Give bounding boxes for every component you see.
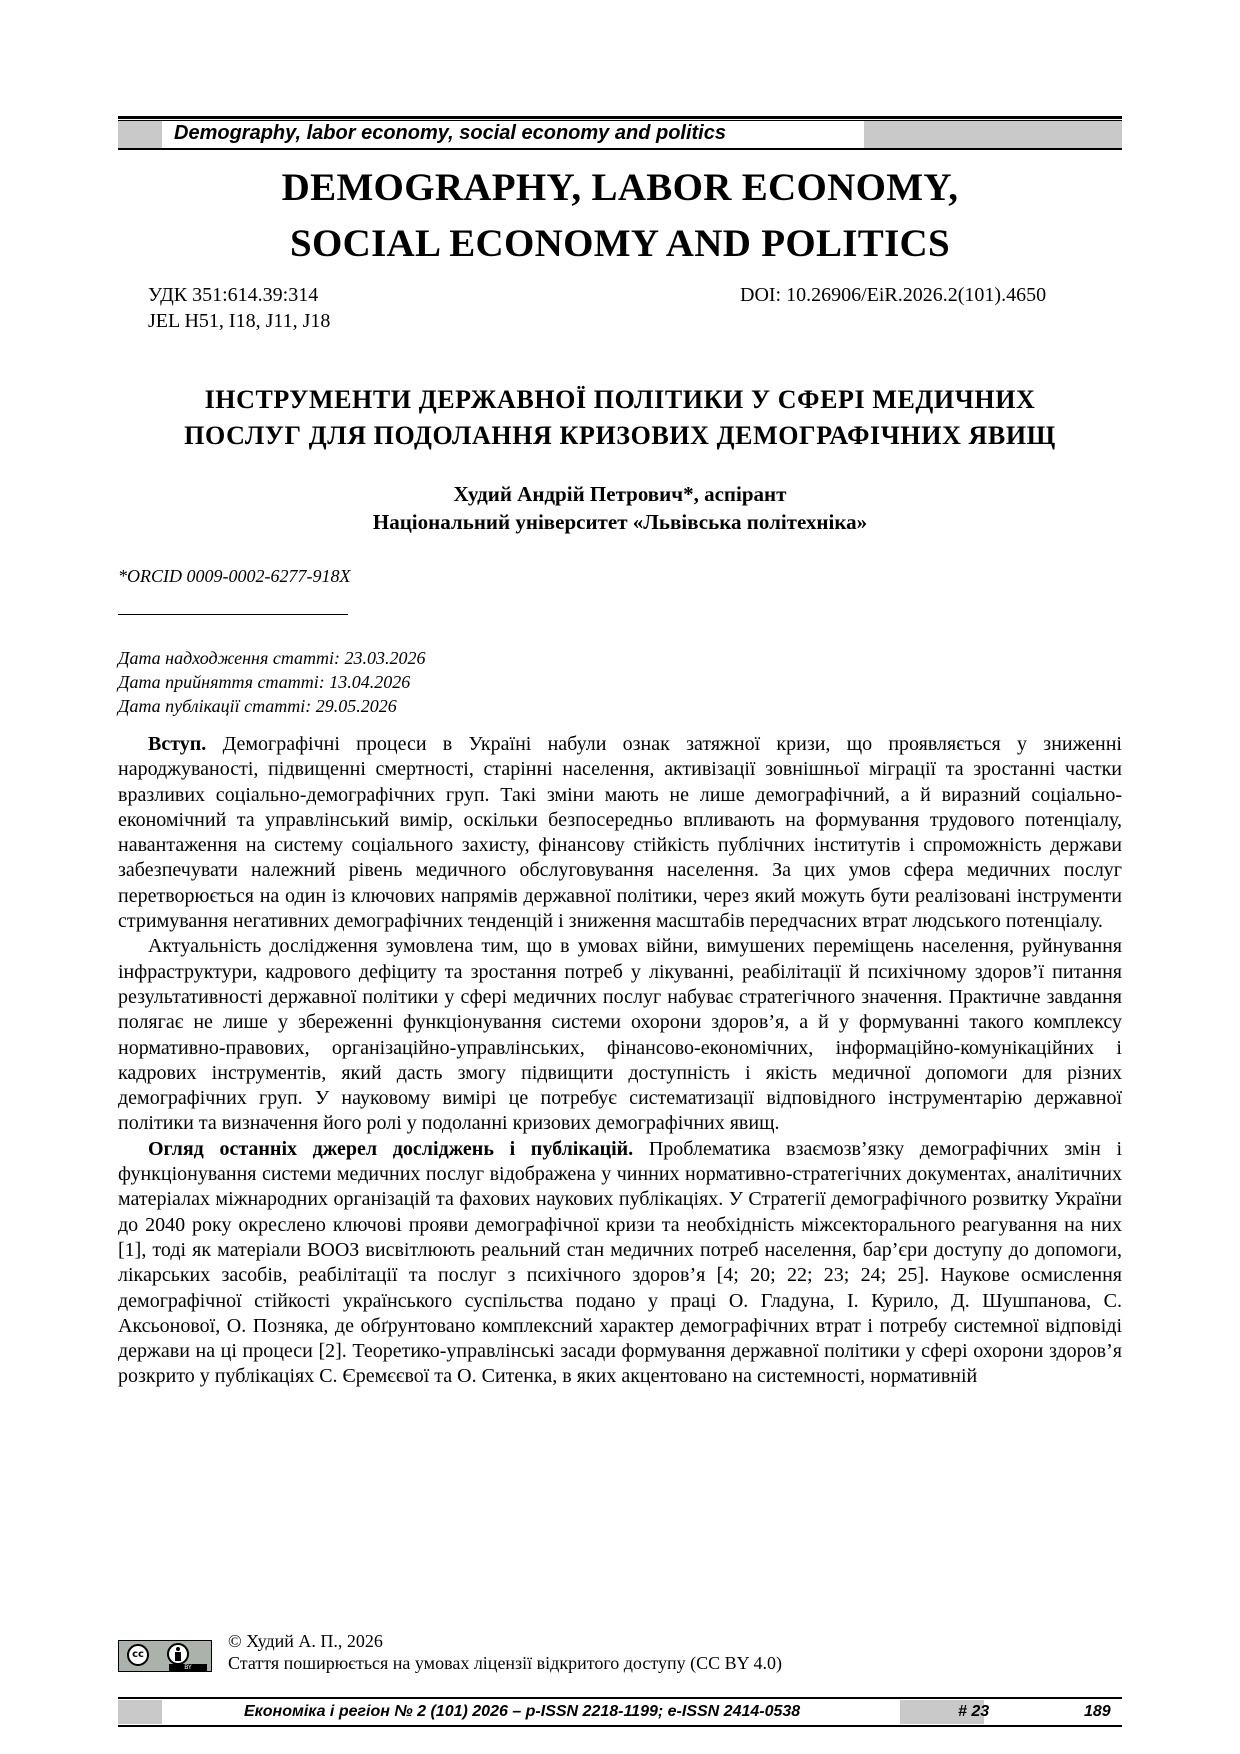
footer-rule bbox=[118, 1697, 1122, 1699]
footer-rule-bottom bbox=[118, 1725, 1122, 1727]
jel-code: JEL H51, I18, J11, J18 bbox=[148, 310, 331, 332]
section-heading-line: DEMOGRAPHY, LABOR ECONOMY, bbox=[281, 166, 959, 209]
running-footer bbox=[118, 1700, 1122, 1724]
copyright-notice: © Худий А. П., 2026 bbox=[228, 1631, 383, 1651]
footnote-rule bbox=[118, 614, 348, 615]
paragraph-introduction bbox=[118, 732, 1122, 934]
article-title-line: ІНСТРУМЕНТИ ДЕРЖАВНОЇ ПОЛІТИКИ У СФЕРІ МЕДИЧНИХ bbox=[204, 385, 1036, 414]
paragraph-lead: Вступ. bbox=[148, 733, 207, 755]
article-title-line: ПОСЛУГ ДЛЯ ПОДОЛАННЯ КРИЗОВИХ ДЕМОГРАФІЧНИХ ЯВИЩ bbox=[184, 421, 1056, 450]
section-heading-line: SOCIAL ECONOMY AND POLITICS bbox=[289, 222, 951, 265]
article-title bbox=[118, 382, 1122, 454]
running-header-title: Demography, labor economy, social economy and politics bbox=[174, 122, 726, 144]
author-affiliation: Національний університет «Львівська політехніка» bbox=[372, 510, 868, 534]
paragraph-literature-review bbox=[118, 1137, 1122, 1390]
license-text: Стаття поширюється на умовах ліцензії відкритого доступу (CC BY 4.0) bbox=[228, 1653, 782, 1673]
attribution-icon bbox=[167, 1643, 189, 1665]
header-grey-block bbox=[118, 121, 162, 148]
footer-journal: Економіка і регіон № 2 (101) 2026 – p-ISSN 2218-1199; e-ISSN 2414-0538 bbox=[244, 1703, 801, 1720]
running-header bbox=[118, 121, 1122, 148]
paragraph-text: Демографічні процеси в Україні набули ознак затяжної кризи, що проявляється у зниженні народжуваності, підвищенні смертності, старінні населення, активізації зовнішньої міграції та зростанні частки вразливих соціально-демографічних груп. Такі зміни мають не лише демографічний, а й виразний соціально-економічний та управлінський вимір, оскільки безпосередньо впливають на формування трудового потенціалу, навантаження на систему соціального захисту, фінансову стійкість публічних інститутів і спроможність держави забезпечувати належний рівень медичного обслуговування населення. За цих умов сфера медичних послуг перетворюється на один із ключових напрямів державної політики, через який можуть бути реалізовані інструменти стримування негативних демографічних тенденцій і зниження масштабів передчасних втрат людського потенціалу. bbox=[118, 733, 1122, 933]
date-received: Дата надходження статті: 23.03.2026 bbox=[118, 648, 426, 668]
paragraph-relevance bbox=[118, 934, 1122, 1136]
paragraph-text: Проблематика взаємозв’язку демографічних змін і функціонування системи медичних послуг відображена у чинних нормативно-стратегічних документах, аналітичних матеріалах міжнародних організацій та фахових наукових публікаціях. У Стратегії демографічного розвитку України до 2040 року окреслено ключові прояви демографічної кризи та необхідність міжсекторального реагування на них [1], тоді як матеріали ВООЗ висвітлюють реальний стан медичних потреб населення, бар’єри доступу до допомоги, лікарських засобів, реабілітації та послуг з психічного здоров’я [4; 20; 22; 23; 24; 25]. Наукове осмислення демографічної стійкості українського суспільства подано у праці О. Гладуна, І. Курило, Д. Шушпанова, С. Аксьонової, О. Позняка, де обґрунтовано комплексний характер демографічних втрат і потребу системної відповіді держави на ці процеси [2]. Теоретико-управлінські засади формування державної політики у сфері охорони здоров’я розкрито у публікаціях С. Єремєєвої та О. Ситенка, в яких акцентовано на системності, нормативній bbox=[118, 1137, 1123, 1388]
author-name: Худий Андрій Петрович*, аспірант bbox=[453, 482, 787, 506]
footer-issue: # 23 bbox=[958, 1703, 990, 1720]
date-published: Дата публікації статті: 29.05.2026 bbox=[118, 696, 397, 716]
author-block bbox=[118, 480, 1122, 536]
udk-code: УДК 351:614.39:314 bbox=[148, 284, 319, 306]
article-dates bbox=[118, 646, 426, 718]
footer-grey-block bbox=[118, 1700, 162, 1724]
header-rule-bottom bbox=[118, 148, 1122, 150]
paragraph-text: Актуальність дослідження зумовлена тим, що в умовах війни, вимушених переміщень населення, руйнування інфраструктури, кадрового дефіциту та зростання потреб у лікуванні, реабілітації й психічному здоров’ї питання результативності державної політики у сфері медичних послуг набуває стратегічного значення. Практичне завдання полягає не лише у збереженні функціонування системи охорони здоров’я, а й у формуванні такого комплексу нормативно-правових, організаційно-управлінських, фінансово-економічних, інформаційно-комунікаційних і кадрових інструментів, який дасть змогу підвищити доступність і якість медичної допомоги для різних демографічних груп. У науковому вимірі це потребує систематизації відповідного інструментарію державної політики та визначення його ролі у подоланні кризових демографічних явищ. bbox=[118, 935, 1122, 1135]
orcid: *ORCID 0009-0002-6277-918X bbox=[118, 566, 351, 586]
doi: DOI: 10.26906/EiR.2026.2(101).4650 bbox=[740, 284, 1047, 306]
section-heading bbox=[118, 160, 1122, 272]
by-label: BY bbox=[169, 1664, 207, 1671]
header-rule bbox=[118, 116, 1122, 119]
cc-icon: cc bbox=[127, 1644, 149, 1666]
header-grey-block bbox=[864, 121, 1122, 148]
page-number: 189 bbox=[1084, 1703, 1111, 1720]
cc-by-license-badge bbox=[118, 1640, 212, 1672]
paragraph-lead: Огляд останніх джерел досліджень і публікацій. bbox=[148, 1137, 634, 1160]
license-info bbox=[228, 1630, 782, 1674]
date-accepted: Дата прийняття статті: 13.04.2026 bbox=[118, 672, 411, 692]
article-body bbox=[118, 732, 1122, 1390]
